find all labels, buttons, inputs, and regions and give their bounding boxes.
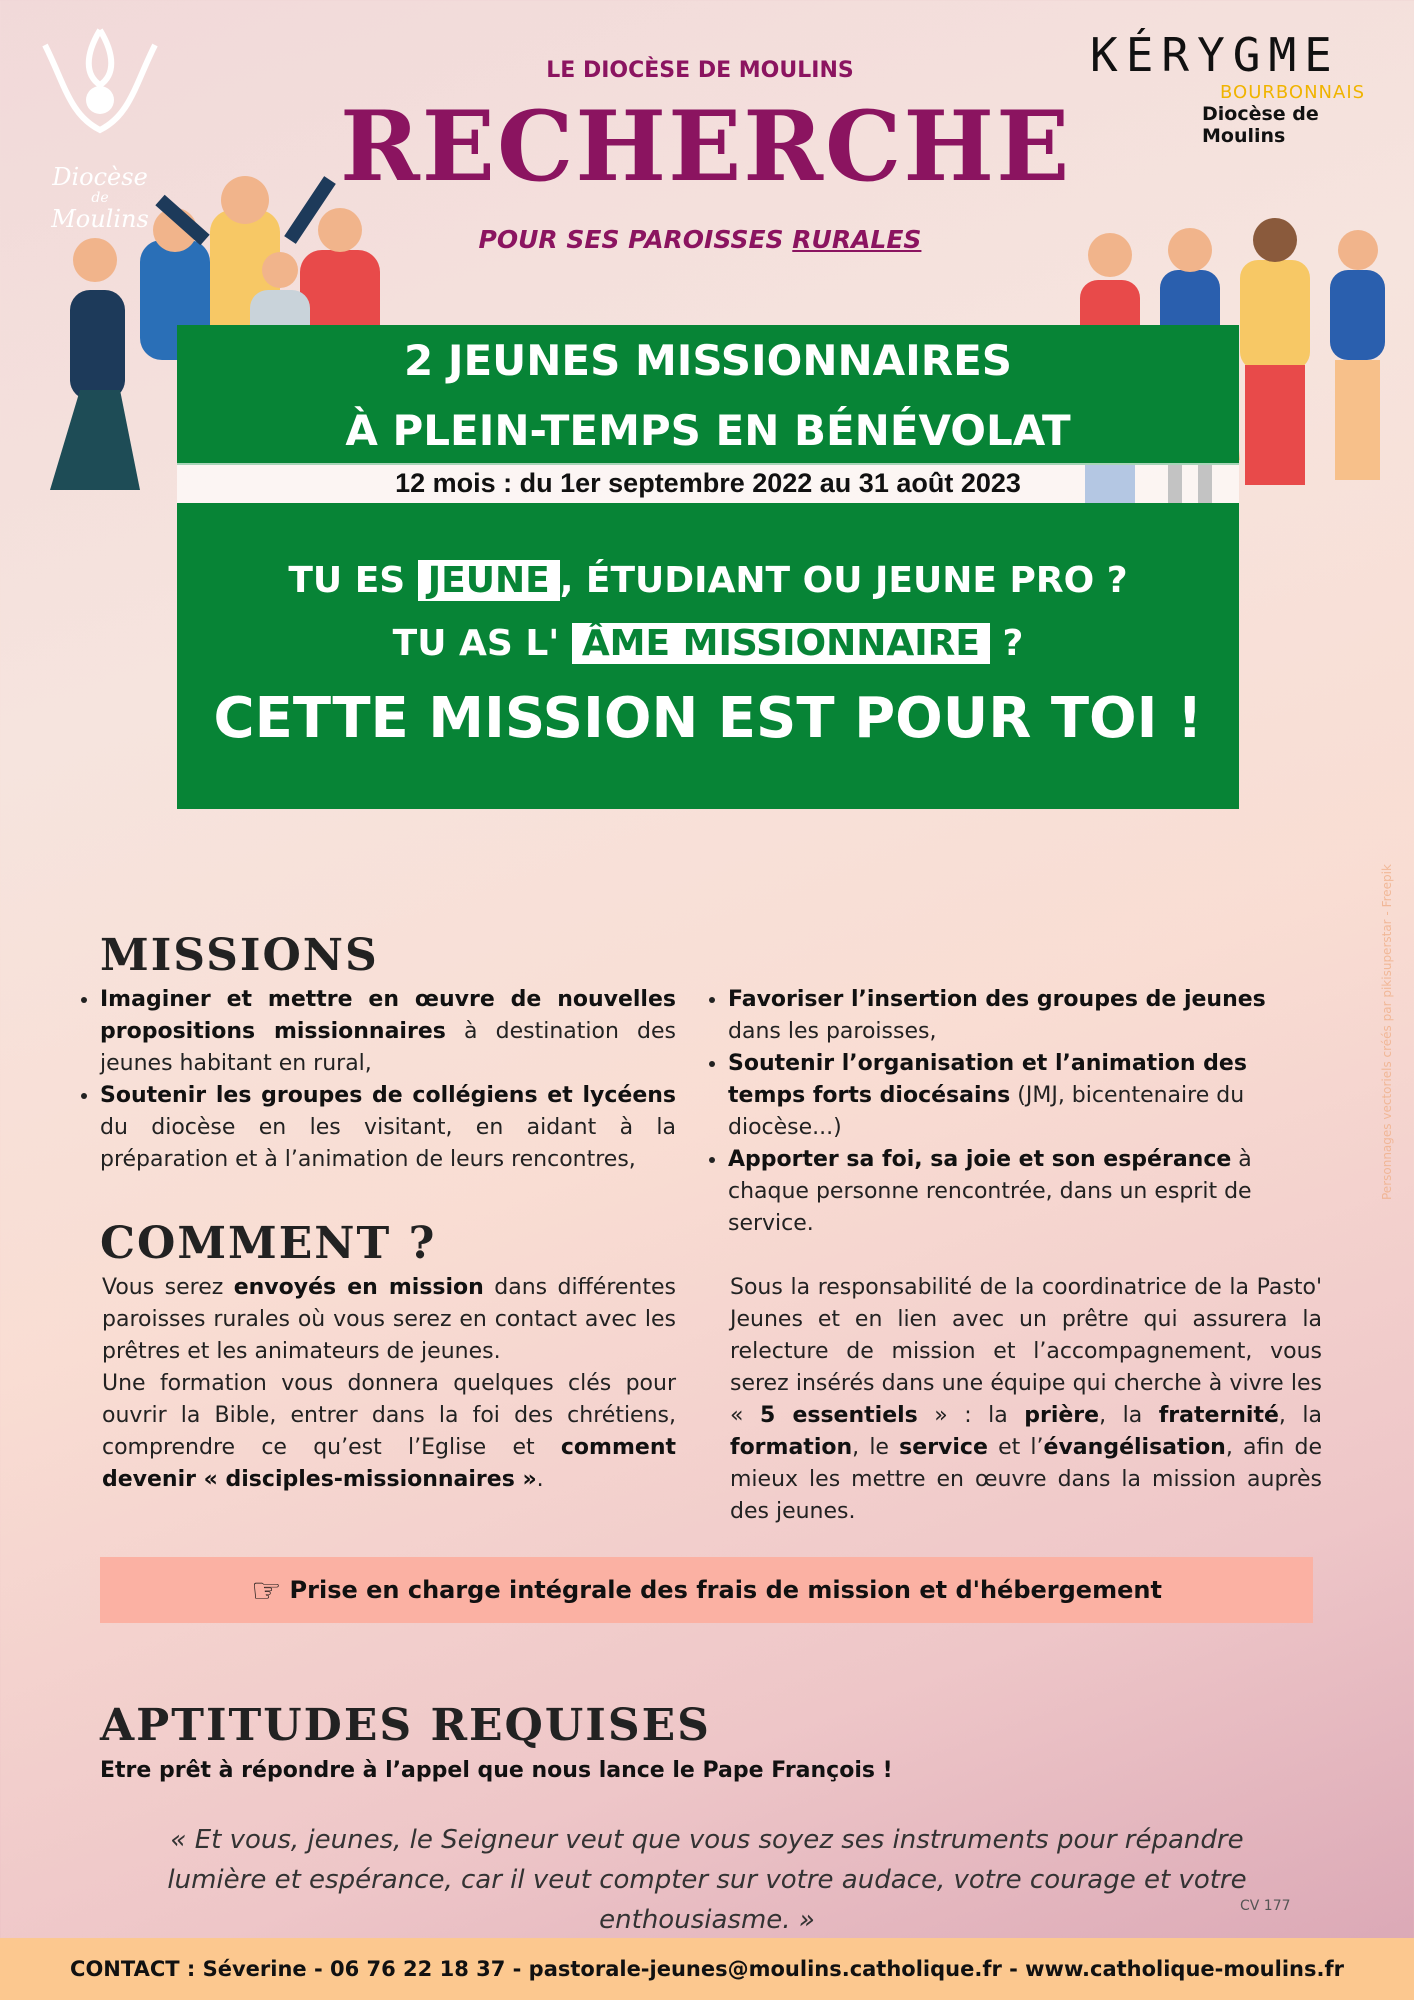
q2-part-a: TU AS L' — [392, 623, 572, 664]
banner-line1: 2 JEUNES MISSIONNAIRES — [403, 336, 1013, 385]
diocese-mark-icon — [20, 25, 180, 163]
banner-line2: À PLEIN-TEMPS EN BÉNÉVOLAT — [345, 406, 1071, 455]
q2-highlight: ÂME MISSIONNAIRE — [572, 623, 990, 664]
aptitudes-title: APTITUDES REQUISES — [100, 1700, 711, 1751]
comment-paragraph: Vous serez envoyés en mission dans différentes paroisses rurales où vous serez en contact avec les prêtres et les animateurs de jeunes. — [102, 1275, 676, 1364]
kerygme-logo — [1090, 28, 1390, 147]
header-sub-prefix: POUR SES PAROISSES — [478, 225, 793, 254]
diocese-logo-line1: Diocèse — [52, 163, 148, 191]
diocese-logo-line3: Moulins — [51, 205, 149, 233]
cv-reference: CV 177 — [1240, 1898, 1291, 1914]
missions-left — [72, 984, 676, 1176]
missions-right — [700, 984, 1312, 1240]
list-item: • Favoriser l’insertion des groupes de jeunes dans les paroisses, — [728, 984, 1312, 1048]
list-item: • Soutenir l’organisation et l’animation des temps forts diocésains (JMJ, bicentenaire du diocèse...) — [728, 1048, 1312, 1144]
person-icon — [1240, 218, 1310, 485]
notice-text: Prise en charge intégrale des frais de mission et d'hébergement — [289, 1576, 1162, 1604]
person-icon — [50, 238, 140, 490]
aptitudes-subtitle: Etre prêt à répondre à l’appel que nous lance le Pape François ! — [100, 1758, 893, 1783]
comment-left — [102, 1272, 676, 1496]
list-item: • Imaginer et mettre en œuvre de nouvelles propositions missionnaires à destination des jeunes habitant en rural, — [100, 984, 676, 1080]
comment-paragraph: Une formation vous donnera quelques clés pour ouvrir la Bible, entrer dans la foi des chrétiens, comprendre ce qu’est l’Eglise et comment devenir « disciples-missionnaires ». — [102, 1371, 676, 1492]
banner-question2 — [177, 623, 1239, 664]
kerygme-sub2: Diocèse de Moulins — [1202, 103, 1319, 147]
header-sub-underlined: RURALES — [792, 225, 922, 254]
comment-right: Sous la responsabilité de la coordinatrice de la Pasto' Jeunes et en lien avec un prêtre qui assurera la relecture de mission et l’accompagnement, vous serez insérés dans une équipe qui cherche à vivre les « 5 essentiels » : la prière, la fraternité, la formation, le service et l’évangélisation, afin de mieux les mettre en œuvre dans la mission auprès des jeunes. — [730, 1275, 1322, 1524]
header-title: RECHERCHE — [340, 90, 1072, 203]
banner-top — [177, 325, 1239, 465]
illustration-credit: Personnages vectoriels créés par pikisuperstar - Freepik — [1380, 864, 1394, 1200]
kerygme-title: KÉRYGME — [1090, 28, 1340, 82]
q1-highlight: JEUNE — [418, 560, 560, 601]
kerygme-sub1: BOURBONNAIS — [1220, 82, 1366, 103]
diocese-logo-line2: de — [91, 190, 109, 206]
banner-question1 — [177, 560, 1239, 601]
banner-dates: 12 mois : du 1er septembre 2022 au 31 août 2023 — [177, 463, 1239, 503]
q2-part-b: ? — [989, 623, 1024, 664]
person-icon — [1330, 230, 1385, 480]
notice-bar — [100, 1557, 1313, 1623]
list-item: • Apporter sa foi, sa joie et son espérance à chaque personne rencontrée, dans un esprit de service. — [728, 1144, 1312, 1240]
header-pre: LE DIOCÈSE DE MOULINS — [546, 58, 854, 83]
contact-bar: CONTACT : Séverine - 06 76 22 18 37 - pastorale-jeunes@moulins.catholique.fr - www.catholique-moulins.fr — [0, 1938, 1414, 2000]
pointing-hand-icon: ☞ — [251, 1571, 282, 1611]
header-subtitle — [380, 225, 1020, 254]
q1-part-b: , ÉTUDIANT OU JEUNE PRO ? — [559, 560, 1128, 601]
missions-title: MISSIONS — [100, 930, 379, 981]
comment-title: COMMENT ? — [100, 1218, 437, 1269]
banner-main — [177, 503, 1239, 809]
pope-quote: « Et vous, jeunes, le Seigneur veut que vous soyez ses instruments pour répandre lumière et espérance, car il veut compter sur votre audace, votre courage et votre enthousiasme. » — [167, 1825, 1247, 1935]
list-item: • Soutenir les groupes de collégiens et lycéens du diocèse en les visitant, en aidant à la préparation et à l’animation de leurs rencontres, — [100, 1080, 676, 1176]
q1-part-a: TU ES — [288, 560, 418, 601]
banner-call: CETTE MISSION EST POUR TOI ! — [213, 686, 1203, 751]
